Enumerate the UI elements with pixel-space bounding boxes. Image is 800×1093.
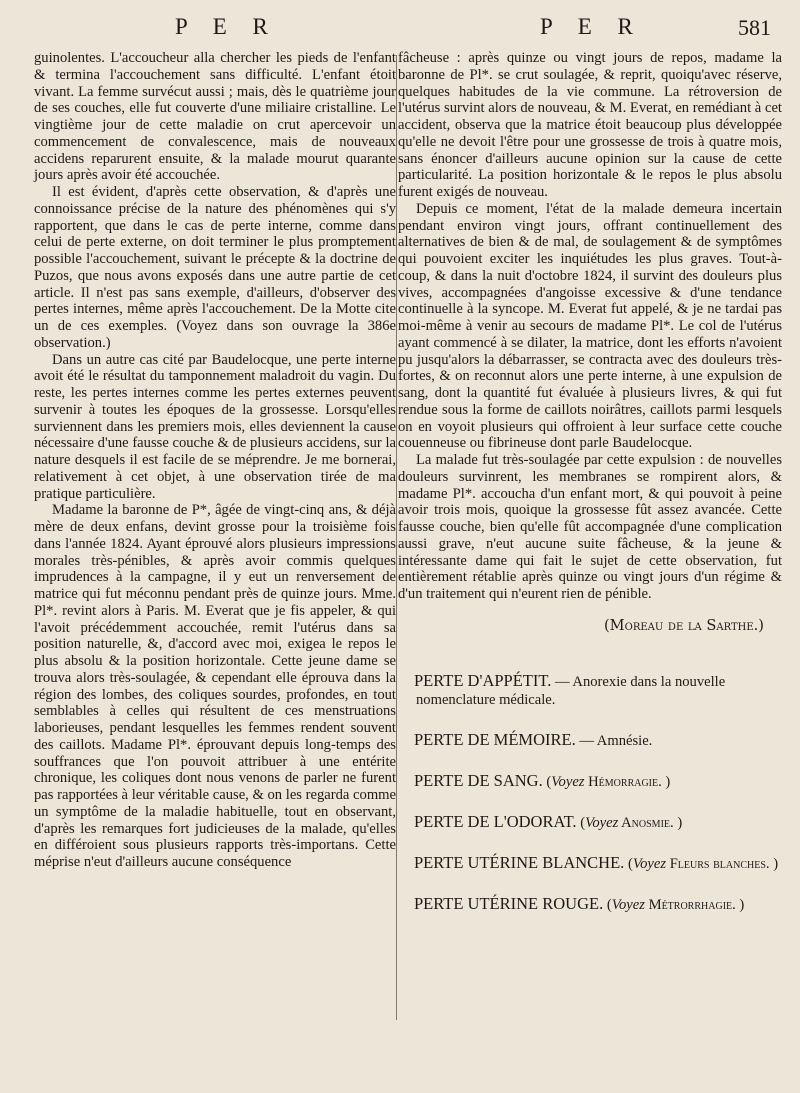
entry-term: PERTE DE L'ODORAT.	[414, 811, 577, 831]
dictionary-entry	[398, 672, 782, 709]
entry-paren: )	[735, 896, 745, 913]
dictionary-entry	[398, 895, 782, 914]
dictionary-entry	[398, 854, 782, 873]
entry-reference: Fleurs blanches.	[666, 855, 770, 872]
left-column	[34, 50, 396, 871]
entry-reference: Anosmie.	[618, 814, 674, 831]
paragraph: guinolentes. L'accoucheur alla chercher les pieds de l'enfant & termina l'accouchement sans difficulté. L'enfant étoit vivant. La femme survécut aussi ; mais, dès le quatrième jour de ses couches, elle fut couverte d'une miliaire cristalline. Le vingtième jour de cette maladie on crut apercevoir un commencement de convalescence, mais de nouveaux accidens reparurent ensuite, & la malade mourut quarante jours après avoir été accouchée.	[34, 50, 396, 184]
page-number: 581	[738, 15, 771, 40]
running-head-left: P E R	[175, 14, 278, 39]
entry-paren: (	[576, 814, 586, 831]
entry-see: Voyez	[551, 773, 585, 790]
paragraph: La malade fut très-soulagée par cette expulsion : de nouvelles douleurs survinrent, les membranes se rompirent alors, & madame Pl*. accoucha d'un enfant mort, & qui pouvoit à peine avoir trois mois, quoique la grossesse fût assez avancée. Cette fausse couche, bien qu'elle fût accompagnée d'une complication aussi grave, n'eut aucune suite fâcheuse, & la jeune & intéressante dame qui fait le sujet de cette observation, fut entièrement rétablie après quinze ou vingt jours d'un régime & d'un traitement qui n'eurent rien de pénible.	[398, 452, 782, 602]
page-header	[0, 6, 800, 46]
entry-reference: Hémorragie.	[584, 773, 662, 790]
entry-paren: (	[542, 773, 552, 790]
entry-paren: (	[624, 855, 633, 872]
entry-term: PERTE UTÉRINE BLANCHE.	[414, 852, 625, 872]
entry-term: PERTE D'APPÉTIT.	[414, 670, 552, 690]
running-head-right: P E R	[540, 14, 643, 39]
paragraph: fâcheuse : après quinze ou vingt jours de repos, madame la baronne de Pl*. se crut soulagée, & reprit, quoiqu'avec réserve, quelques habitudes de la vie commune. La rétroversion de l'utérus survint alors de nouveau, & M. Everat, en remédiant à cet accident, observa que la matrice étoit beaucoup plus développée qu'elle ne devoit l'être pour une grossesse de trois à quatre mois, sans énoncer d'ailleurs aucune opinion sur la cause de cette particularité. La position horizontale & le repos le plus absolu furent exigés de nouveau.	[398, 50, 782, 200]
paragraph: Madame la baronne de P*, âgée de vingt-cinq ans, & déjà mère de deux enfans, devint grosse pour la troisième fois dans l'année 1824. Ayant éprouvé alors plusieurs impressions morales très-pénibles, & après avoir commis quelques imprudences à la campagne, il y eut un renversement de matrice qui fut méconnu pendant près de quinze jours. Mme. Pl*. revint alors à Paris. M. Everat que je fis appeler, & qui l'avoit précédemment accouchée, remit l'utérus dans sa position naturelle, &, d'accord avec moi, exigea le repos le plus absolu & la position horizontale. Cette jeune dame se trouva alors très-soulagée, & cependant elle éprouva dans la région des lombes, des coliques sourdes, profondes, en tout semblables à celles qui résultent de ces menstruations laborieuses, pendant lesquelles les femmes rendent souvent des caillots. Madame Pl*. éprouvant depuis long-temps des souffrances que l'on pouvoit attribuer à une entérite chronique, les coliques dont nous venons de parler ne furent pas rapportées à leur véritable cause, & on les regarda comme un symptôme de la maladie habituelle, tout en observant, d'après les remarques fort judicieuses de la malade, qu'elles en différoient sous plusieurs rapports très-importans. Cette méprise n'eut d'ailleurs aucune conséquence	[34, 502, 396, 870]
entry-reference: Métrorrhagie.	[644, 896, 736, 913]
entry-term: PERTE UTÉRINE ROUGE.	[414, 893, 604, 913]
entry-see: Voyez	[585, 814, 619, 831]
entry-see: Voyez	[632, 855, 667, 872]
right-column	[398, 50, 782, 914]
column-divider	[396, 55, 397, 1020]
entry-paren: )	[769, 855, 779, 872]
paragraph: Il est évident, d'après cette observation, & d'après une connoissance précise de la nature des phénomènes qui s'y rapportent, que dans le cas de perte interne, comme dans celui de perte externe, on doit terminer le plus promptement possible l'accouchement, suivant le précepte & la doctrine de Puzos, que nous avons exposés dans une autre partie de cet article. Il n'est pas sans exemple, d'ailleurs, d'observer des pertes internes, même après l'accouchement. De la Motte cite un de ces exemples. (Voyez dans son ouvrage la 386e observation.)	[34, 184, 396, 351]
entry-term: PERTE DE MÉMOIRE.	[414, 729, 576, 749]
paragraph: Dans un autre cas cité par Baudelocque, une perte interne avoit été le résultat du tamponnement maladroit du vagin. Du reste, les pertes internes comme les pertes externes peuvent survenir à toutes les époques de la grossesse. Lorsqu'elles surviennent dans les premiers mois, elles deviennent la cause nécessaire d'une fausse couche & de plusieurs accidens, sur la nature desquels il est facile de se méprendre. Je me bornerai, relativement à cet objet, à une observation tirée de ma pratique particulière.	[34, 351, 396, 502]
dictionary-entry	[398, 813, 782, 832]
dictionary-entry	[398, 772, 782, 791]
entry-term: PERTE DE SANG.	[414, 770, 543, 790]
dictionary-entry	[398, 731, 782, 750]
entry-definition: — Anorexie dans la nouvelle nomenclature médicale.	[416, 673, 726, 708]
entry-paren: )	[673, 814, 683, 831]
author-signature: (Moreau de la Sarthe.)	[603, 617, 764, 635]
paragraph: Depuis ce moment, l'état de la malade demeura incertain pendant environ vingt jours, offrant continuellement des alternatives de bien & de mal, de soulagement & de symptômes qui pouvoient exciter les inquiétudes les plus graves. Tout-à-coup, & dans la nuit d'octobre 1824, il survint des douleurs plus vives, accompagnées d'angoisse excessive & d'une tendance continuelle à la syncope. M. Everat fut appelé, & je ne tardai pas moi-même à venir au secours de madame Pl*. Le col de l'utérus ayant commencé à se dilater, la matrice, dont les efforts n'avoient pu jusqu'alors la débarrasser, se contracta avec des douleurs très-fortes, & on reconnut alors une perte interne, à une expulsion de sang, dont la quantité fut évaluée à plusieurs livres, & qui fut rendue sous la forme de caillots noirâtres, caillots parmi lesquels on en voyoit plusieurs qui offroient à leur surface cette couche couenneuse ou fibrineuse dont parle Baudelocque.	[398, 200, 782, 452]
entry-paren: (	[603, 896, 612, 913]
entry-paren: )	[661, 773, 671, 790]
entry-see: Voyez	[611, 896, 645, 913]
entry-definition: — Amnésie.	[575, 732, 653, 749]
